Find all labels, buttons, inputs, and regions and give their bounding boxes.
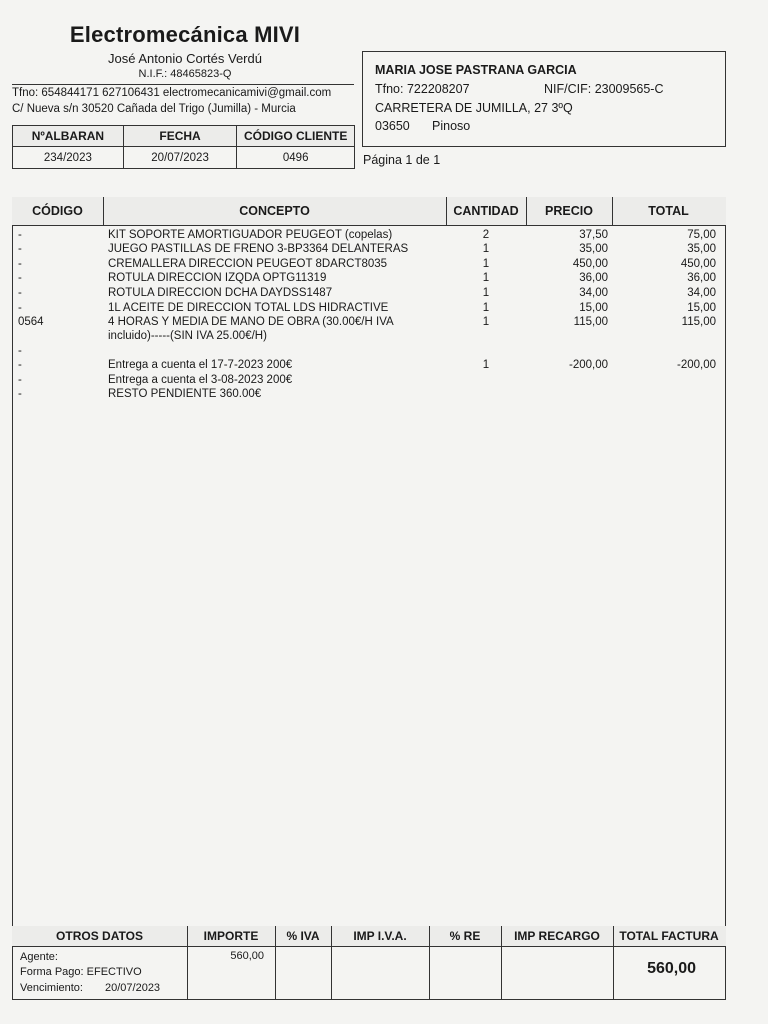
line-concept: ROTULA DIRECCION IZQDA OPTG11319	[108, 272, 327, 284]
vat-percent-header: % IVA	[286, 929, 320, 943]
company-nif: N.I.F.: 48465823-Q	[138, 68, 232, 80]
code-column-header: CÓDIGO	[32, 204, 83, 218]
due-date-label: Vencimiento:	[20, 982, 83, 994]
line-concept: JUEGO PASTILLAS DE FRENO 3-BP3364 DELANTERAS	[108, 243, 409, 255]
line-price: 36,00	[579, 272, 608, 284]
line-total: -200,00	[676, 359, 716, 371]
line-concept: 1L ACEITE DE DIRECCION TOTAL LDS HIDRACTIVE	[108, 302, 389, 314]
client-phone: Tfno: 722208207	[375, 82, 470, 96]
price-column-header: PRECIO	[545, 204, 593, 218]
line-total: 15,00	[687, 302, 716, 314]
column-divider	[187, 926, 188, 1000]
page-number: Página 1 de 1	[363, 153, 441, 167]
line-total: 450,00	[680, 258, 716, 270]
line-quantity: 2	[482, 229, 490, 241]
delivery-note-number: 234/2023	[13, 147, 124, 169]
line-code: -	[18, 302, 22, 314]
client-code-header: CÓDIGO CLIENTE	[237, 126, 355, 147]
line-concept: 4 HORAS Y MEDIA DE MANO DE OBRA (30.00€/H IVA	[108, 316, 394, 328]
line-price: 35,00	[579, 243, 608, 255]
line-code: -	[18, 345, 22, 357]
table-row	[12, 257, 726, 271]
line-quantity: 1	[482, 272, 490, 284]
line-code: -	[18, 388, 22, 400]
table-row	[12, 228, 726, 242]
total-column-header: TOTAL	[648, 204, 689, 218]
line-price: 115,00	[573, 316, 608, 328]
totals-header	[12, 926, 726, 947]
company-contact: Tfno: 654844171 627106431 electromecanicamivi@gmail.com	[12, 87, 332, 99]
line-quantity: 1	[482, 258, 490, 270]
agent-label: Agente:	[20, 951, 58, 963]
table-row	[12, 373, 726, 387]
client-address: CARRETERA DE JUMILLA, 27 3ºQ	[375, 101, 573, 115]
line-price: 37,50	[579, 229, 608, 241]
table-row	[12, 242, 726, 256]
line-quantity: 1	[482, 302, 490, 314]
table-row	[12, 387, 726, 401]
date-header: FECHA	[123, 126, 237, 147]
line-concept: KIT SOPORTE AMORTIGUADOR PEUGEOT (copelas)	[108, 229, 393, 241]
table-row	[12, 271, 726, 285]
vat-amount-header: IMP I.V.A.	[353, 929, 407, 943]
client-city: Pinoso	[432, 119, 471, 133]
surcharge-percent-header: % RE	[449, 929, 481, 943]
line-quantity: 1	[482, 287, 490, 299]
line-price: 15,00	[579, 302, 608, 314]
line-total: 75,00	[687, 229, 716, 241]
invoice-date: 20/07/2023	[123, 147, 237, 169]
column-divider	[275, 926, 276, 1000]
table-row	[12, 329, 726, 343]
line-total: 34,00	[687, 287, 716, 299]
table-row	[12, 344, 726, 358]
other-data-header: OTROS DATOS	[56, 929, 143, 943]
table-row	[12, 315, 726, 329]
invoice-total-header: TOTAL FACTURA	[619, 929, 719, 943]
line-total: 35,00	[687, 243, 716, 255]
due-date: 20/07/2023	[105, 982, 161, 994]
payment-method: Forma Pago: EFECTIVO	[20, 966, 142, 978]
reference-header-row	[13, 126, 355, 147]
line-code: -	[18, 243, 22, 255]
line-code: -	[18, 287, 22, 299]
line-code: -	[18, 359, 22, 371]
surcharge-amount-header: IMP RECARGO	[514, 929, 600, 943]
line-concept: Entrega a cuenta el 3-08-2023 200€	[108, 374, 293, 386]
line-code: -	[18, 229, 22, 241]
line-concept: CREMALLERA DIRECCION PEUGEOT 8DARCT8035	[108, 258, 388, 270]
line-concept: incluido)-----(SIN IVA 25.00€/H)	[108, 330, 267, 342]
table-row	[12, 358, 726, 372]
column-divider	[501, 926, 502, 1000]
owner-name: José Antonio Cortés Verdú	[108, 51, 262, 66]
header-divider	[12, 84, 354, 85]
line-quantity: 1	[482, 243, 490, 255]
concept-column-header: CONCEPTO	[239, 204, 310, 218]
line-concept: ROTULA DIRECCION DCHA DAYDSS1487	[108, 287, 333, 299]
table-row	[12, 301, 726, 315]
amount-header: IMPORTE	[203, 929, 259, 943]
client-nif: NIF/CIF: 23009565-C	[544, 82, 664, 96]
line-price: 34,00	[579, 287, 608, 299]
client-postal-code: 03650	[375, 119, 410, 133]
client-name: MARIA JOSE PASTRANA GARCIA	[375, 63, 577, 77]
line-total: 36,00	[687, 272, 716, 284]
line-price: 450,00	[572, 258, 608, 270]
line-price: -200,00	[568, 359, 608, 371]
quantity-column-header: CANTIDAD	[453, 204, 519, 218]
table-row	[12, 286, 726, 300]
invoice-total: 560,00	[647, 960, 696, 977]
line-quantity: 1	[482, 316, 490, 328]
line-items-header	[12, 197, 726, 226]
taxable-amount: 560,00	[230, 950, 264, 962]
line-concept: Entrega a cuenta el 17-7-2023 200€	[108, 359, 293, 371]
reference-value-row	[13, 147, 355, 169]
column-divider	[331, 926, 332, 1000]
line-code: -	[18, 374, 22, 386]
line-quantity: 1	[482, 359, 490, 371]
line-total: 115,00	[681, 316, 716, 328]
line-code: -	[18, 258, 22, 270]
client-code: 0496	[237, 147, 355, 169]
column-divider	[429, 926, 430, 1000]
line-code: 0564	[18, 316, 44, 328]
company-address: C/ Nueva s/n 30520 Cañada del Trigo (Jumilla) - Murcia	[12, 103, 296, 115]
delivery-note-header: NºALBARAN	[13, 126, 124, 147]
reference-table	[12, 125, 355, 169]
line-concept: RESTO PENDIENTE 360.00€	[108, 388, 262, 400]
company-name: Electromecánica MIVI	[69, 22, 301, 47]
line-code: -	[18, 272, 22, 284]
